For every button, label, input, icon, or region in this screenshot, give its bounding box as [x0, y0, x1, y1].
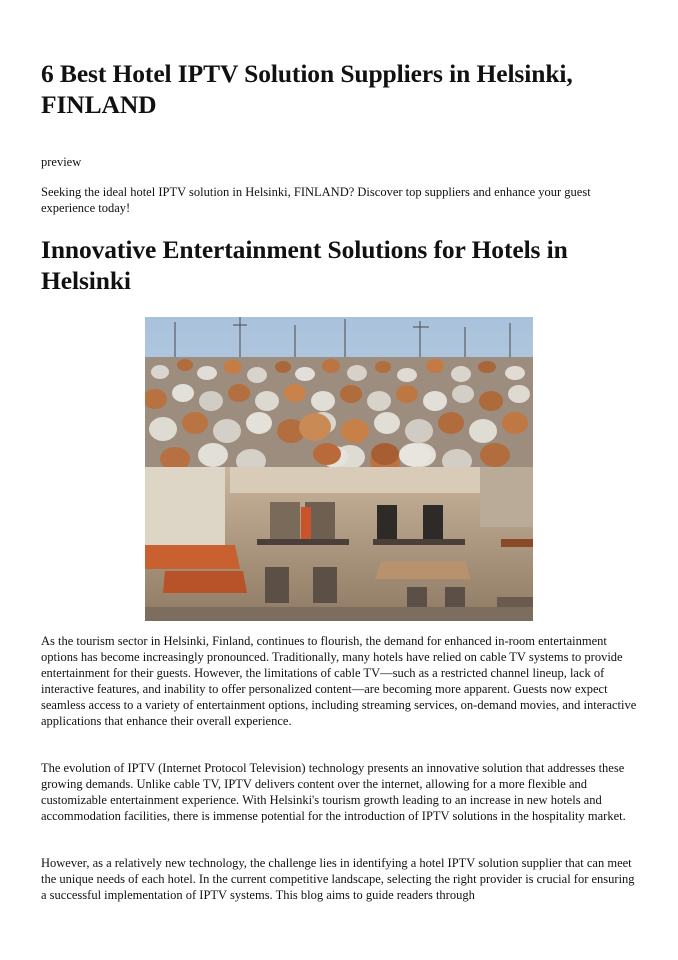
body-paragraph-3: However, as a relatively new technology, the challenge lies in identifying a hotel IPTV solution supplier that can meet the unique needs of each hotel. In the current competitive landscape, selecting the right provider is crucial for ensuring a successful implementation of IPTV systems. This blog aims to guide readers through	[41, 856, 635, 902]
intro-paragraph: Seeking the ideal hotel IPTV solution in Helsinki, FINLAND? Discover top suppliers and enhance your guest experience today!	[41, 185, 591, 215]
body-paragraph-2: The evolution of IPTV (Internet Protocol Television) technology presents an innovative solution that addresses these growing demands. Unlike cable TV, IPTV delivers content over the internet, allowing for a more flexible and customizable entertainment experience. With Helsinki's tourism growth leading to an increase in new hotels and accommodation facilities, there is immense potential for the introduction of IPTV solutions in the hospitality market.	[41, 761, 626, 823]
body-paragraph-1: As the tourism sector in Helsinki, Finland, continues to flourish, the demand for enhanced in-room entertainment options has become increasingly pronounced. Traditionally, many hotels have relied on cable TV systems to provide entertainment for their guests. However, the limitations of cable TV—such as a restricted channel lineup, lack of interactive features, and inability to offer personalized content—are becoming more apparent. Guests now expect seamless access to a variety of entertainment options, including streaming services, on-demand movies, and interactive applications that enhance their overall experience.	[41, 634, 637, 728]
rooftop-satellite-dishes-photo	[145, 317, 533, 621]
preview-label: preview	[41, 155, 82, 169]
section-heading: Innovative Entertainment Solutions for Hotels in Helsinki	[41, 235, 568, 295]
article-title: 6 Best Hotel IPTV Solution Suppliers in Helsinki, FINLAND	[41, 59, 573, 119]
